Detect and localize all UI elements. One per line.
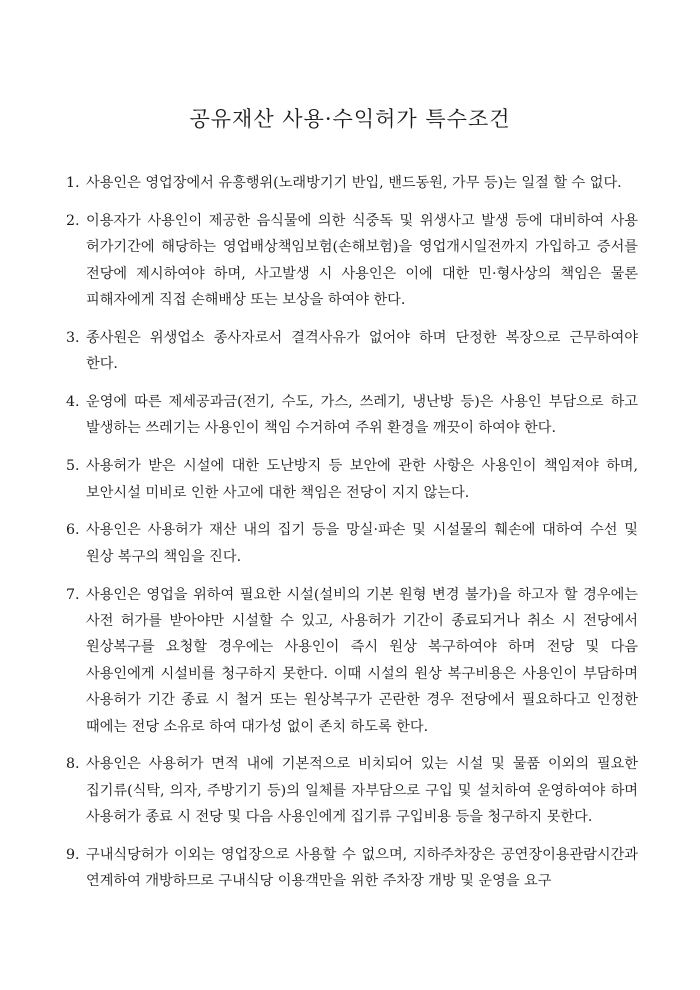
condition-item	[66, 517, 638, 570]
conditions-list	[66, 170, 638, 906]
condition-text: 사용인은 사용허가 재산 내의 집기 등을 망실·파손 및 시설물의 훼손에 대하여 수선 및 원상 복구의 책임을 진다.	[86, 522, 638, 565]
condition-item	[66, 751, 638, 830]
condition-text: 사용인은 영업을 위하여 필요한 시설(설비의 기본 원형 변경 불가)을 하고자 할 경우에는 사전 허가를 받아야만 시설할 수 있고, 사용허가 기간이 종료되거나 취소 시 전당에서 원상복구를 요청할 경우에는 사용인이 즉시 원상 복구하여야 하며 전당 및 다음 사용인에게 시설비를 청구하지 못한다. 이때 시설의 원상 복구비용은 사용인이 부담하며 사용허가 기간 종료 시 철거 또는 원상복구가 곤란한 경우 전당에서 필요하다고 인정한 때에는 전당 소유로 하여 대가성 없이 존치 하도록 한다.	[86, 586, 638, 735]
condition-number: 3.	[66, 329, 80, 346]
condition-text: 이용자가 사용인이 제공한 음식물에 의한 식중독 및 위생사고 발생 등에 대비하여 사용 허가기간에 해당하는 영업배상책임보험(손해보험)을 영업개시일전까지 가입하고 증서를 전당에 제시하여야 하며, 사고발생 시 사용인은 이에 대한 민·형사상의 책임은 물론 피해자에게 직접 손해배상 또는 보상을 하여야 한다.	[86, 212, 638, 309]
condition-item	[66, 208, 638, 314]
condition-text: 운영에 따른 제세공과금(전기, 수도, 가스, 쓰레기, 냉난방 등)은 사용인 부담으로 하고 발생하는 쓰레기는 사용인이 책임 수거하여 주위 환경을 깨끗이 하여야 한다.	[86, 394, 638, 437]
condition-number: 6.	[66, 522, 80, 539]
condition-text: 사용인은 사용허가 면적 내에 기본적으로 비치되어 있는 시설 및 물품 이외의 필요한 집기류(식탁, 의자, 주방기기 등)의 일체를 자부담으로 구입 및 설치하여 운영하여야 하며 사용허가 종료 시 전당 및 다음 사용인에게 집기류 구입비용 등을 청구하지 못한다.	[86, 756, 638, 826]
condition-item	[66, 582, 638, 740]
condition-number: 5.	[66, 458, 80, 475]
condition-item	[66, 170, 638, 196]
condition-item	[66, 325, 638, 378]
condition-number: 8.	[66, 756, 80, 773]
condition-item	[66, 453, 638, 506]
condition-number: 9.	[66, 847, 80, 864]
condition-number: 1.	[66, 175, 80, 191]
condition-text: 사용허가 받은 시설에 대한 도난방지 등 보안에 관한 사항은 사용인이 책임져야 하며, 보안시설 미비로 인한 사고에 대한 책임은 전당이 지지 않는다.	[86, 458, 638, 501]
condition-text: 사용인은 영업장에서 유흥행위(노래방기기 반입, 밴드동원, 가무 등)는 일절 할 수 없다.	[86, 175, 622, 191]
condition-text: 종사원은 위생업소 종사자로서 결격사유가 없어야 하며 단정한 복장으로 근무하여야 한다.	[86, 329, 638, 373]
condition-text: 구내식당허가 이외는 영업장으로 사용할 수 없으며, 지하주차장은 공연장이용관람시간과 연계하여 개방하므로 구내식당 이용객만을 위한 주차장 개방 및 운영을 요구	[86, 847, 638, 890]
document-title: 공유재산 사용·수익허가 특수조건	[189, 107, 511, 131]
condition-number: 2.	[66, 212, 80, 229]
condition-item	[66, 389, 638, 442]
condition-number: 7.	[66, 586, 80, 603]
condition-item	[66, 842, 638, 895]
condition-number: 4.	[66, 394, 80, 411]
